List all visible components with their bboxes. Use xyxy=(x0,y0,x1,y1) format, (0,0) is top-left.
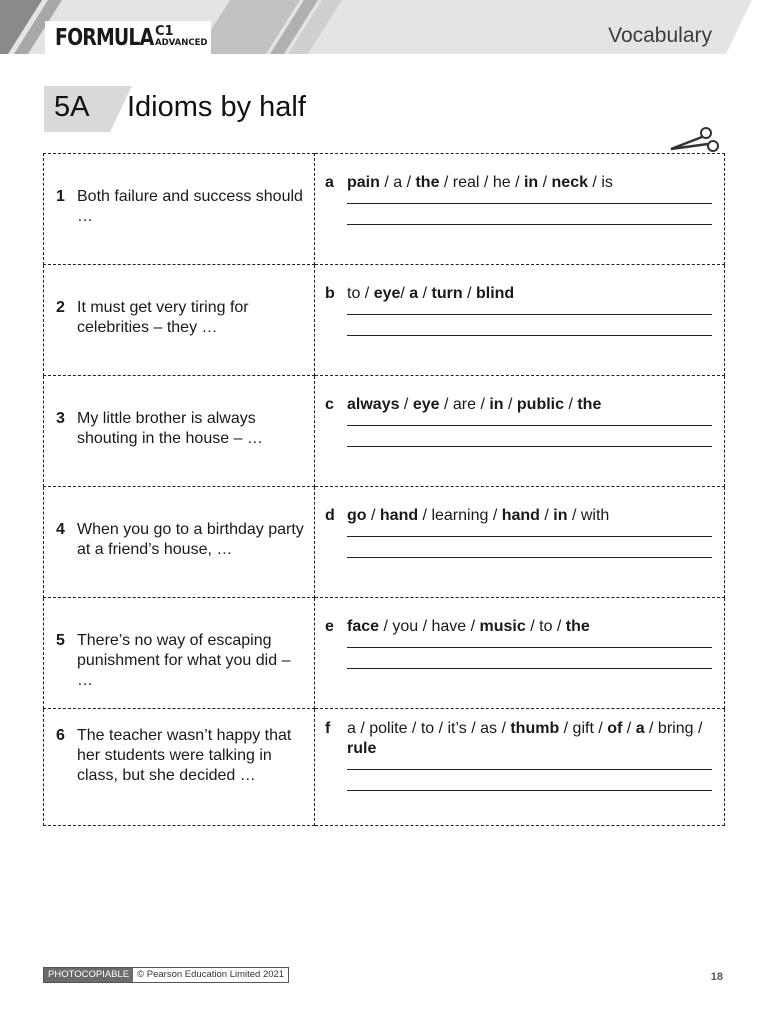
word-segment: rule xyxy=(347,740,377,757)
word-segment: / xyxy=(366,507,380,524)
word-segment: to / xyxy=(347,285,374,302)
item-prompt: When you go to a birthday party at a friend’s house, … xyxy=(77,521,304,558)
answer-line[interactable] xyxy=(347,193,712,204)
answer-cell xyxy=(315,598,725,709)
level-code: C1 xyxy=(155,24,174,39)
word-segment: eye xyxy=(373,285,401,302)
jumbled-words xyxy=(347,506,712,526)
word-segment: / bring / xyxy=(644,720,703,737)
prompt-cell xyxy=(44,487,315,598)
word-segment: go xyxy=(347,507,367,524)
table-row xyxy=(44,487,725,598)
answer-line[interactable] xyxy=(347,415,712,426)
answer-letter: c xyxy=(325,396,334,413)
item-number: 1 xyxy=(56,188,65,205)
jumbled-words xyxy=(347,173,712,193)
section-title: Vocabulary xyxy=(608,24,712,47)
word-segment: / xyxy=(400,285,410,302)
word-segment: turn xyxy=(431,285,463,302)
word-segment: / xyxy=(503,396,517,413)
word-segment: eye xyxy=(412,396,440,413)
page-number: 18 xyxy=(710,971,723,983)
brand-level xyxy=(155,25,207,48)
brand-logo xyxy=(45,21,211,54)
answer-line[interactable] xyxy=(347,304,712,315)
prompt-cell xyxy=(44,709,315,826)
word-segment: pain xyxy=(347,174,380,191)
word-segment: always xyxy=(347,396,400,413)
word-segment: the xyxy=(577,396,602,413)
item-number: 6 xyxy=(56,727,65,744)
header-band xyxy=(0,0,768,54)
word-segment: the xyxy=(415,174,440,191)
word-segment: / xyxy=(622,720,636,737)
matching-table xyxy=(43,153,725,826)
table-row xyxy=(44,154,725,265)
unit-badge xyxy=(44,86,132,132)
word-segment: / gift / xyxy=(559,720,608,737)
level-label: ADVANCED xyxy=(155,38,208,48)
word-segment: in xyxy=(489,396,504,413)
word-segment: / real / he / xyxy=(439,174,524,191)
word-segment: / to / xyxy=(525,618,566,635)
answer-line[interactable] xyxy=(347,315,712,336)
word-segment: public xyxy=(516,396,564,413)
word-segment: blind xyxy=(475,285,515,302)
answer-letter: a xyxy=(325,174,334,191)
table-row xyxy=(44,265,725,376)
unit-number: 5A xyxy=(54,91,90,123)
answer-line[interactable] xyxy=(347,537,712,558)
word-segment: / a / xyxy=(379,174,416,191)
answer-letter: e xyxy=(325,618,334,635)
word-segment: the xyxy=(565,618,590,635)
word-segment: / you / have / xyxy=(379,618,480,635)
brand-name: FORMULA xyxy=(55,24,154,51)
answer-line[interactable] xyxy=(347,759,712,770)
prompt-cell xyxy=(44,376,315,487)
word-segment: in xyxy=(553,507,568,524)
word-segment: / xyxy=(564,396,578,413)
answer-cell xyxy=(315,154,725,265)
jumbled-words xyxy=(347,284,712,304)
word-segment: / xyxy=(462,285,476,302)
word-segment: / xyxy=(539,507,554,524)
word-segment: / are / xyxy=(439,396,490,413)
table-row xyxy=(44,709,725,826)
jumbled-words xyxy=(347,617,712,637)
item-prompt: It must get very tiring for celebrities – they … xyxy=(77,299,249,336)
item-prompt: Both failure and success should … xyxy=(77,188,303,225)
word-segment: in xyxy=(523,174,539,191)
photocopiable-label: PHOTOCOPIABLE xyxy=(44,968,133,982)
word-segment: face xyxy=(347,618,380,635)
word-segment: / is xyxy=(587,174,613,191)
answer-cell xyxy=(315,709,725,826)
prompt-cell xyxy=(44,154,315,265)
word-segment: hand xyxy=(379,507,419,524)
prompt-cell xyxy=(44,265,315,376)
item-number: 3 xyxy=(56,410,65,427)
answer-letter: b xyxy=(325,285,335,302)
item-number: 5 xyxy=(56,632,65,649)
word-segment: thumb xyxy=(510,720,560,737)
item-prompt: The teacher wasn’t happy that her students were talking in class, but she decided … xyxy=(77,727,292,784)
word-segment: music xyxy=(479,618,526,635)
answer-line[interactable] xyxy=(347,770,712,791)
word-segment: a / polite / to / it’s / as / xyxy=(347,720,511,737)
answer-line[interactable] xyxy=(347,648,712,669)
answer-line[interactable] xyxy=(347,526,712,537)
word-segment: hand xyxy=(501,507,540,524)
answer-line[interactable] xyxy=(347,204,712,225)
item-number: 2 xyxy=(56,299,65,316)
word-segment: a xyxy=(409,285,419,302)
jumbled-words xyxy=(347,719,712,759)
answer-line[interactable] xyxy=(347,637,712,648)
footer-rights xyxy=(43,967,289,983)
word-segment: / xyxy=(538,174,552,191)
table-row xyxy=(44,598,725,709)
copyright-text: © Pearson Education Limited 2021 xyxy=(137,969,285,980)
word-segment: a xyxy=(635,720,645,737)
table-row xyxy=(44,376,725,487)
prompt-cell xyxy=(44,598,315,709)
answer-line[interactable] xyxy=(347,426,712,447)
answer-cell xyxy=(315,265,725,376)
item-prompt: There’s no way of escaping punishment for what you did – … xyxy=(77,632,291,689)
answer-letter: f xyxy=(325,720,331,737)
item-prompt: My little brother is always shouting in the house – … xyxy=(77,410,263,447)
word-segment: of xyxy=(607,720,623,737)
answer-cell xyxy=(315,376,725,487)
word-segment: / xyxy=(399,396,413,413)
answer-cell xyxy=(315,487,725,598)
page-title: Idioms by half xyxy=(127,91,306,123)
word-segment: / learning / xyxy=(418,507,502,524)
word-segment: / xyxy=(418,285,432,302)
item-number: 4 xyxy=(56,521,65,538)
answer-letter: d xyxy=(325,507,335,524)
jumbled-words xyxy=(347,395,712,415)
word-segment: / with xyxy=(567,507,610,524)
scissors-icon xyxy=(669,125,721,155)
word-segment: neck xyxy=(551,174,588,191)
